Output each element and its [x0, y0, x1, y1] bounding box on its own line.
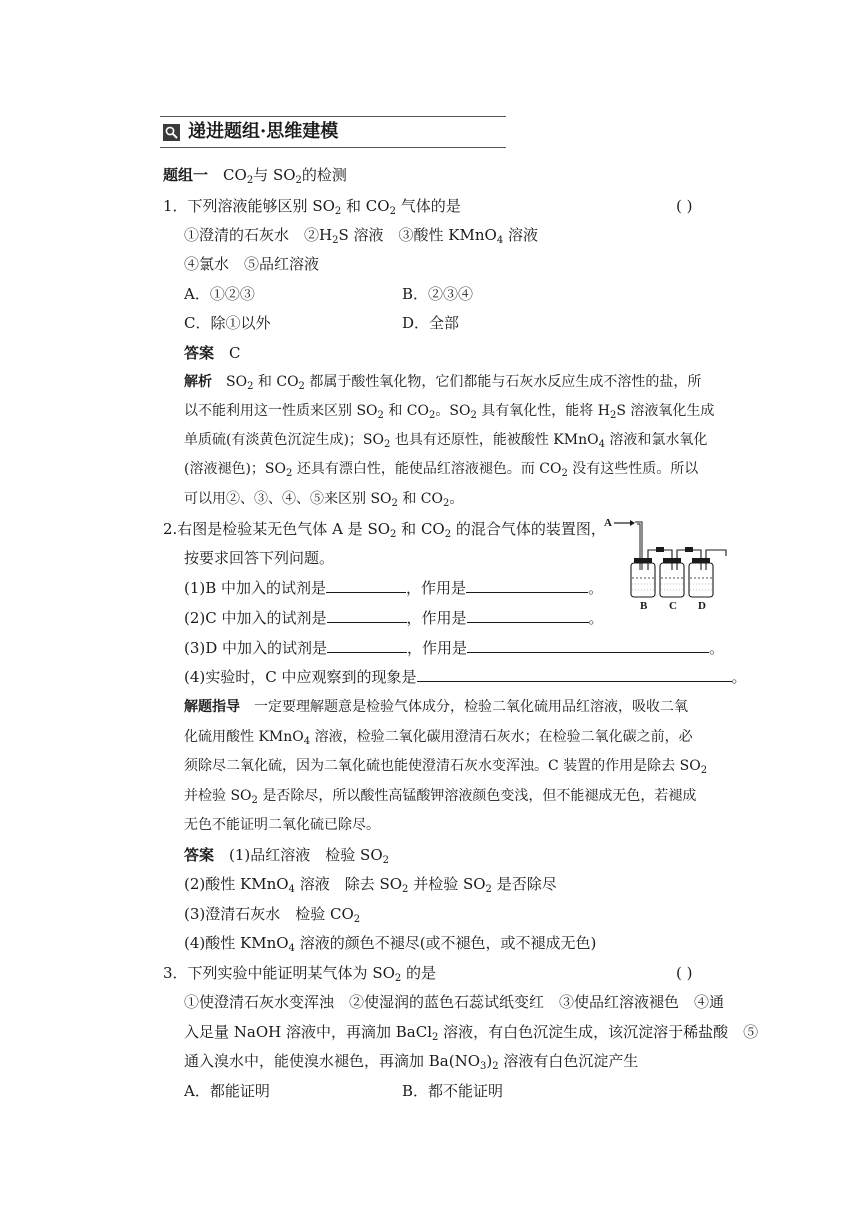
- bottle-label-c: C: [669, 600, 677, 610]
- q1-options-line2: ④氯水 ⑤品红溶液: [184, 255, 320, 273]
- q2-answer-text: 并检验 SO: [408, 875, 486, 893]
- q1-analysis-line: [184, 372, 701, 392]
- q1-analysis-text: 。SO: [435, 403, 471, 419]
- q1-option-text: S 溶液 ③酸性 KMnO: [338, 226, 497, 244]
- answer-blank[interactable]: [466, 578, 588, 593]
- q1-analysis-sub: 2: [391, 498, 398, 509]
- gas-a-label: A: [604, 517, 612, 529]
- q1-option-sub: 2: [332, 235, 339, 246]
- q1-analysis-text: 还具有漂白性，能使品红溶液褪色。而 CO: [292, 461, 562, 477]
- q3-line: [184, 1051, 638, 1071]
- q2-answer-label: 答案: [184, 846, 215, 864]
- q1-stem-sub: 2: [389, 206, 396, 217]
- q2-sub-text: 。: [588, 609, 604, 627]
- group-title-sub: 2: [246, 175, 254, 186]
- q1-choice-c: C．除①以外: [184, 314, 271, 332]
- bottle-label-d: D: [698, 600, 706, 610]
- answer-blank[interactable]: [327, 608, 407, 623]
- group-title-part: CO: [223, 166, 247, 184]
- bottle-label-b: B: [640, 600, 648, 610]
- q1-stem-sub: 2: [334, 206, 342, 217]
- q1-analysis-sub: 2: [286, 468, 293, 479]
- q2-guide-label: 解题指导: [184, 699, 240, 715]
- q1-analysis-sub: 2: [443, 498, 450, 509]
- q2-guide-sub: 4: [303, 736, 311, 747]
- q2-sub-text: 。: [709, 639, 725, 657]
- answer-blank[interactable]: [327, 638, 407, 653]
- group-title: [163, 165, 347, 185]
- q1-analysis-line: [184, 489, 463, 509]
- q2-guide-text: 须除尽二氧化硫，因为二氧化硫也能使澄清石灰水变浑浊。C 装置的作用是除去 SO: [184, 758, 701, 774]
- q1-analysis-line: [184, 430, 707, 450]
- q2-sub3: [184, 638, 724, 658]
- q2-answer-line: [184, 904, 360, 924]
- q1-analysis-text: 可以用②、③、④、⑤来区别 SO: [184, 491, 392, 507]
- q3-line: ①使澄清石灰水变浑浊 ②使湿润的蓝色石蕊试纸变红 ③使品红溶液褪色 ④通: [184, 993, 725, 1011]
- q3-choice-b: B．都不能证明: [402, 1082, 504, 1100]
- q1-choice-a: A．①②③: [184, 285, 255, 303]
- q1-stem-text: 气体的是: [395, 197, 461, 215]
- q3-stem-text: 下列实验中能证明某气体为 SO: [187, 964, 395, 982]
- apparatus-figure: [604, 514, 732, 610]
- q1-analysis-text: 以不能利用这一性质来区别 SO: [184, 403, 378, 419]
- q2-sub-text: ，作用是: [406, 609, 467, 627]
- answer-blank[interactable]: [467, 638, 709, 653]
- q1-analysis-text: 没有这些性质。所以: [567, 461, 699, 477]
- q2-stem-sub: 2: [444, 529, 452, 540]
- q1-analysis-text: SO: [226, 374, 248, 390]
- answer-blank[interactable]: [417, 667, 732, 682]
- q2-sub1: [184, 578, 603, 598]
- gas-inlet-arrowhead: [630, 520, 635, 526]
- q2-answer-sub: 4: [288, 943, 295, 954]
- q2-answer-line: [184, 874, 557, 894]
- q1-analysis-text: 。: [449, 491, 464, 507]
- q1-answer-value: C: [229, 344, 241, 362]
- q2-guide-text: 化硫用酸性 KMnO: [184, 729, 304, 745]
- q2-answer-text: (4)酸性 KMnO: [184, 934, 289, 952]
- q1-analysis-text: 溶液和氯水氧化: [604, 432, 708, 448]
- q3-sub: 2: [492, 1061, 499, 1072]
- q1-analysis-text: 和 CO: [253, 374, 299, 390]
- q1-analysis-text: 单质硫(有淡黄色沉淀生成)；SO: [184, 432, 384, 448]
- q1-analysis-sub: 4: [598, 439, 605, 450]
- q2-guide-sub: 2: [251, 795, 258, 806]
- q2-guide-line: [184, 727, 693, 747]
- header-rule-bottom: [160, 147, 506, 148]
- q3-stem-text: 的是: [401, 964, 437, 982]
- q1-stem-text: 和 CO: [341, 197, 390, 215]
- q1-analysis-text: 和 CO: [383, 403, 429, 419]
- connector-c-d: [685, 547, 693, 552]
- q1-analysis-line: [184, 401, 714, 421]
- q3-text: ): [486, 1052, 493, 1070]
- q2-sub-text: ，作用是: [406, 579, 467, 597]
- q3-sub: 2: [432, 1032, 439, 1043]
- q2-guide-text: 并检验 SO: [184, 788, 252, 804]
- q2-guide-line: [184, 697, 688, 717]
- q2-guide-text: 一定要理解题意是检验气体成分，检验二氧化硫用品红溶液，吸收二氧: [254, 699, 688, 715]
- q1-analysis-sub: 2: [247, 381, 254, 392]
- q2-answer-text: (1)品红溶液 检验 SO: [229, 846, 383, 864]
- q1-analysis-line: [184, 459, 698, 479]
- header-rule-top: [160, 116, 506, 117]
- group-title-part: 的检测: [301, 166, 347, 184]
- q2-answer-sub: 2: [485, 884, 492, 895]
- section-title: 递进题组·思维建模: [188, 121, 339, 142]
- answer-blank[interactable]: [467, 608, 589, 623]
- q1-stem-text: 下列溶液能够区别 SO: [187, 197, 335, 215]
- q3-sub: 3: [480, 1061, 487, 1072]
- q2-sub2: [184, 608, 604, 628]
- q2-sub-text: (3)D 中加入的试剂是: [184, 639, 328, 657]
- q1-analysis-sub: 2: [298, 381, 305, 392]
- q1-answer-label: 答案: [184, 344, 215, 362]
- q3-stem: [163, 963, 436, 983]
- q3-line: [184, 1022, 758, 1042]
- q2-answer-line: [184, 845, 389, 865]
- q3-text: 入足量 NaOH 溶液中，再滴加 BaCl: [184, 1023, 432, 1041]
- q1-analysis-sub: 2: [561, 468, 568, 479]
- q2-stem-text: 2.右图是检验某无色气体 A 是 SO: [163, 520, 391, 538]
- q1-answer-paren: ( ): [676, 197, 693, 215]
- q1-analysis-sub: 2: [377, 410, 384, 421]
- q1-analysis-sub: 2: [470, 410, 477, 421]
- q3-number: 3．: [163, 964, 188, 982]
- q1-analysis-text: 都属于酸性氧化物，它们都能与石灰水反应生成不溶性的盐，所: [304, 374, 702, 390]
- group-title-part: 与 SO: [253, 166, 296, 184]
- q2-sub-text: (2)C 中加入的试剂是: [184, 609, 327, 627]
- q2-sub-text: 。: [588, 579, 604, 597]
- q1-option-text: ①澄清的石灰水 ②H: [184, 226, 333, 244]
- q2-answer-text: 溶液的颜色不褪尽(或不褪色，或不褪成无色): [294, 934, 597, 952]
- q2-stem-line1: [163, 519, 606, 539]
- q2-answer-line: [184, 933, 596, 953]
- q1-choice-d: D．全部: [402, 314, 460, 332]
- q1-choice-b: B．②③④: [402, 285, 474, 303]
- q2-sub-text: 。: [731, 668, 747, 686]
- q2-stem-text: 和 CO: [396, 520, 445, 538]
- q2-stem-sub: 2: [390, 529, 397, 540]
- q1-analysis-sub: 2: [384, 439, 391, 450]
- q2-answer-text: (2)酸性 KMnO: [184, 875, 289, 893]
- q2-sub4: [184, 667, 747, 687]
- q2-answer-text: 溶液 除去 SO: [294, 875, 403, 893]
- q2-answer-sub: 2: [382, 855, 389, 866]
- q2-guide-sub: 2: [700, 765, 708, 776]
- q2-answer-sub: 2: [353, 914, 361, 925]
- q1-analysis-text: 也具有还原性，能被酸性 KMnO: [390, 432, 599, 448]
- connector-b-c: [656, 547, 664, 552]
- q1-analysis-text: 具有氧化性，能将 H: [476, 403, 610, 419]
- group-prefix: 题组一: [163, 166, 209, 184]
- q3-text: 溶液，有白色沉淀生成，该沉淀溶于稀盐酸 ⑤: [438, 1023, 759, 1041]
- q1-stem: [163, 196, 461, 216]
- q2-sub-text: ，作用是: [407, 639, 468, 657]
- q2-guide-line: [184, 786, 696, 806]
- q2-answer-text: (3)澄清石灰水 检验 CO: [184, 905, 354, 923]
- q1-analysis-label: 解析: [184, 374, 212, 390]
- q3-text: 通入溴水中，能使溴水褪色，再滴加 Ba(NO: [184, 1052, 481, 1070]
- bottle-b: [631, 558, 655, 597]
- q2-sub-text: (1)B 中加入的试剂是: [184, 579, 327, 597]
- q2-sub-text: (4)实验时，C 中应观察到的现象是: [184, 668, 417, 686]
- group-title-sub: 2: [295, 175, 302, 186]
- q1-analysis-text: (溶液褪色)；SO: [184, 461, 286, 477]
- q3-stem-sub: 2: [394, 973, 402, 984]
- q1-option-sub: 4: [496, 235, 504, 246]
- q1-analysis-text: 和 CO: [397, 491, 443, 507]
- q2-stem-line2: 按要求回答下列问题。: [184, 549, 335, 567]
- q1-options-line1: [184, 225, 538, 245]
- q1-option-text: 溶液: [503, 226, 538, 244]
- q1-analysis-text: S 溶液氧化生成: [616, 403, 715, 419]
- q1-analysis-sub: 2: [429, 410, 436, 421]
- q3-choice-a: A．都能证明: [184, 1082, 270, 1100]
- q2-stem-text: 的混合气体的装置图，: [451, 520, 606, 538]
- q2-guide-text: 是否除尽，所以酸性高锰酸钾溶液颜色变浅，但不能褪成无色，若褪成: [257, 788, 697, 804]
- q3-text: 溶液有白色沉淀产生: [498, 1052, 639, 1070]
- q2-guide-text: 溶液，检验二氧化碳用澄清石灰水；在检验二氧化碳之前，必: [310, 729, 693, 745]
- q1-answer: [184, 343, 241, 363]
- q2-answer-sub: 4: [288, 884, 295, 895]
- q2-answer-text: 是否除尽: [491, 875, 557, 893]
- q2-answer-sub: 2: [402, 884, 409, 895]
- q2-guide-line: [184, 756, 707, 776]
- magnifier-icon: [163, 124, 180, 141]
- q3-answer-paren: ( ): [676, 964, 693, 982]
- q2-guide-line: 无色不能证明二氧化硫已除尽。: [184, 817, 380, 833]
- answer-blank[interactable]: [326, 578, 406, 593]
- q1-analysis-sub: 2: [609, 410, 617, 421]
- q1-number: 1．: [163, 197, 188, 215]
